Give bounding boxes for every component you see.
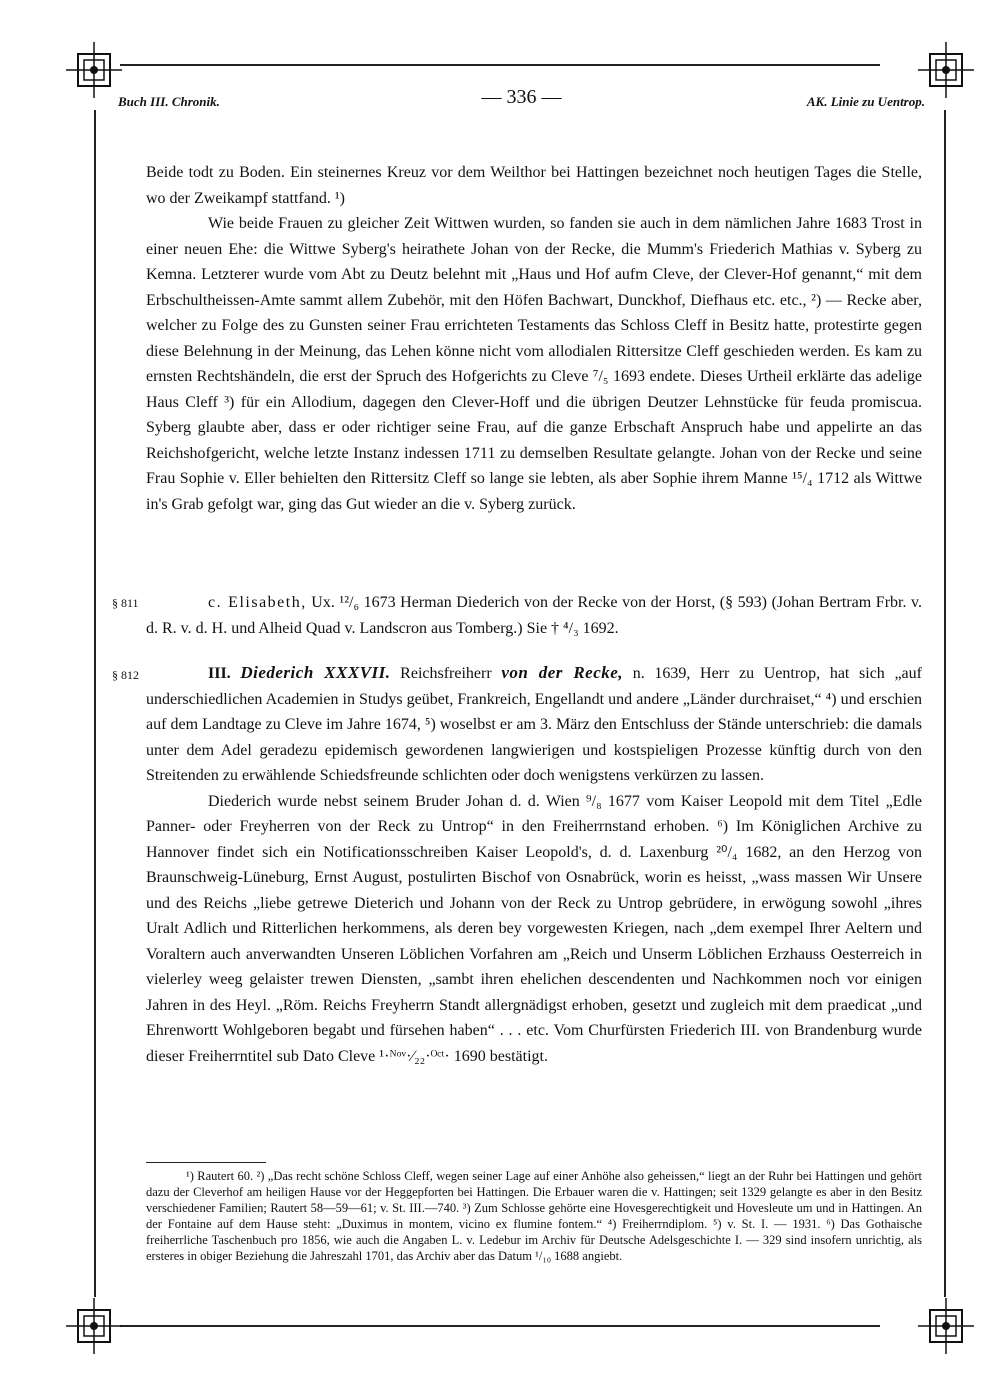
section-label-812: § 812 bbox=[112, 668, 139, 682]
frame-bottom-line bbox=[120, 1325, 880, 1327]
entry-811 bbox=[146, 590, 922, 641]
entry-812-title: Reichsfreiherr bbox=[400, 665, 492, 682]
corner-ornament-bottom-left bbox=[64, 1296, 124, 1356]
section-label-811: § 811 bbox=[112, 596, 139, 610]
footnote-text: ¹) Rautert 60. ²) „Das recht schöne Schloss Cleff, wegen seiner Lage auf einer Anhöhe also geheissen,“ liegt an der Ruhr bei Hattingen und gehört dazu der Cleverhof am heiligen Hause vor der Heggepforten bei Hattingen. Die Erbauer waren die v. Hattingen; seit 1329 gelangte es aber in den Besitz verschiedener Familien; Rautert 58—59—61; v. St. III.—740. ³) Zum Schlosse gehörte eine Hovesgerechtigkeit und Hovesleute um und in Hattingen. An der Fontaine auf dem Hause steht: „Duximus in montem, vicino ex flumine fontem.“ ⁴) Freiherrndiplom. ⁵) v. St. I. — 1931. ⁶) Das Gothaische freiherrliche Taschenbuch pro 1856, wie auch die Angaben L. v. Ledebur im Archiv für Deutsche Adelsgeschichte I. — 329 sind insofern unrichtig, als ersteres in obiger Beziehung die Jahreszahl 1701, das Archiv aber das Datum ¹/₁₀ 1688 angiebt. bbox=[146, 1169, 922, 1263]
paragraph-2: Wie beide Frauen zu gleicher Zeit Wittwen wurden, so fanden sie auch in dem nämlichen Jahre 1683 Trost in einer neuen Ehe: die Wittwe Syberg's heirathete Johan von der Recke, die Mumm's Friederich Mathias v. Syberg zu Kemna. Letzterer wurde vom Abt zu Deutz belehnt mit „Haus und Hof aufm Cleve, der Clever-Hof genannt,“ mit dem Erbschultheissen-Amte sammt allem Zubehör, mit den Höfen Bachwart, Dunckhof, Diefhaus etc. etc., ²) — Recke aber, welcher zu Folge des zu Gunsten seiner Frau errichteten Testaments das Schloss Cleff in Besitz hatte, protestirte gegen diese Belehnung in der Meinung, das Lehen könne nicht vom allodialen Rittersitze Cleff geschieden werden. Es kam zu ernsten Rechtshändeln, die erst der Spruch des Hofgerichts zu Cleve ⁷/₅ 1693 endete. Dieses Urtheil erklärte das adelige Haus Cleff ³) für ein Allodium, dagegen den Clever-Hoff und die übrigen Deutzer Lehnstücke für feuda promiscua. Syberg glaubte aber, dass er oder richtiger seine Frau, auf die ganze Erbschaft Anspruch habe und appelirte an das Reichshofgericht, welche letzte Instanz indessen 1711 zu demselben Resultate gelangte. Johan von der Recke und seine Frau Sophie v. Eller behielten den Rittersitz Cleff so lange sie lebten, als aber Sophie ihrem Manne ¹⁵/₄ 1712 als Wittwe in's Grab gefolgt war, ging das Gut wieder an die v. Syberg zurück. bbox=[146, 215, 922, 513]
footnote-rule bbox=[146, 1162, 266, 1163]
corner-ornament-top-left bbox=[64, 40, 124, 100]
frame-right-line bbox=[944, 110, 946, 1297]
running-header bbox=[118, 86, 925, 114]
main-text-block-1 bbox=[146, 160, 922, 517]
corner-ornament-bottom-right bbox=[916, 1296, 976, 1356]
entry-812 bbox=[146, 660, 922, 1069]
header-right: AK. Linie zu Uentrop. bbox=[806, 94, 925, 109]
page-number: — 336 — bbox=[481, 86, 562, 108]
entry-811-text: Ux. ¹²/₆ 1673 Herman Diederich von der Recke von der Horst, (§ 593) (Johan Bertram Frbr. v. d. R. v. d. H. und Alheid Quad v. Landscron aus Tomberg.) Sie † ⁴/₃ 1692. bbox=[146, 594, 923, 637]
entry-812-p1: n. 1639, Herr zu Uentrop, hat sich „auf underschiedlichen Academien in Studys geübet, Frankreich, Engellandt und andere „Länder durchraiset,“ ⁴) und erschien auf dem Landtage zu Cleve im Jahre 1674, ⁵) woselbst er am 3. März den Entschluss der Stände unterschrieb: die damals unter dem Adel geradezu epidemisch gewordenen langwierigen und kostspieligen Prozesse künftig durch von den Streitenden zu erwählende Schiedsfreunde schlichten oder doch wenigstens verkürzen zu lassen. bbox=[146, 665, 922, 784]
entry-812-name: Diederich XXXVII. bbox=[240, 663, 391, 682]
entry-811-lead: c. Elisabeth, bbox=[208, 594, 307, 611]
entry-812-family: von der Recke, bbox=[501, 663, 624, 682]
frame-top-line bbox=[120, 64, 880, 66]
paragraph-1: Beide todt zu Boden. Ein steinernes Kreuz vor dem Weilthor bei Hattingen bezeichnet noch heutigen Tages die Stelle, wo der Zweikampf stattfand. ¹) bbox=[146, 164, 922, 207]
footnotes bbox=[146, 1168, 922, 1264]
entry-812-numeral: III. bbox=[208, 665, 231, 682]
corner-ornament-top-right bbox=[916, 40, 976, 100]
header-left: Buch III. Chronik. bbox=[118, 94, 220, 109]
entry-812-p2: Diederich wurde nebst seinem Bruder Johan d. d. Wien ⁹/₈ 1677 vom Kaiser Leopold mit dem Titel „Edle Panner- oder Freyherren von der Reck zu Untrop“ in den Freiherrnstand erhoben. ⁶) Im Königlichen Archive zu Hannover findet sich ein Notificationsschreiben Kaiser Leopold's, d. d. Laxenburg ²⁰/₄ 1682, an den Herzog von Braunschweig-Lüneburg, Ernst August, postulirten Bischof von Osnabrück, worin es heisst, „wass massen Wir Unsere und des Reichs „liebe getrewe Dieterich und Johann von der Reck zu Untrop gebrüdere, in erwögung sowohl „ihres Uralt Adlich und Ritterlichen herkommens, als deren bey vorgewesten Kriegen, nach „dem exempel Ihrer Aeltern und Voraltern auch anverwandten Unseren Löblichen Vorfahren am „Reich und Unserm Löblichen Erzhauss Oesterreich in vielerley weeg gelaister trewen Diensten, „sambt ihren ehelichen descendenten und Nachkommen noch vor einigen Jahren in des Heyl. „Röm. Reichs Freyherrn Standt allergnädigst erhoben, gesetzt und zugleich mit dem praedicat „und Ehrenwortt Wohlgeboren begabt und fürsehen haben“ . . . etc. Vom Churfürsten Friederich III. von Brandenburg wurde dieser Freiherrntitel sub Dato Cleve ¹·ᴺᵒᵛ·⁄₂₂·ᴼᶜᵗ· 1690 bestätigt. bbox=[146, 792, 922, 1065]
frame-left-line bbox=[94, 110, 96, 1297]
